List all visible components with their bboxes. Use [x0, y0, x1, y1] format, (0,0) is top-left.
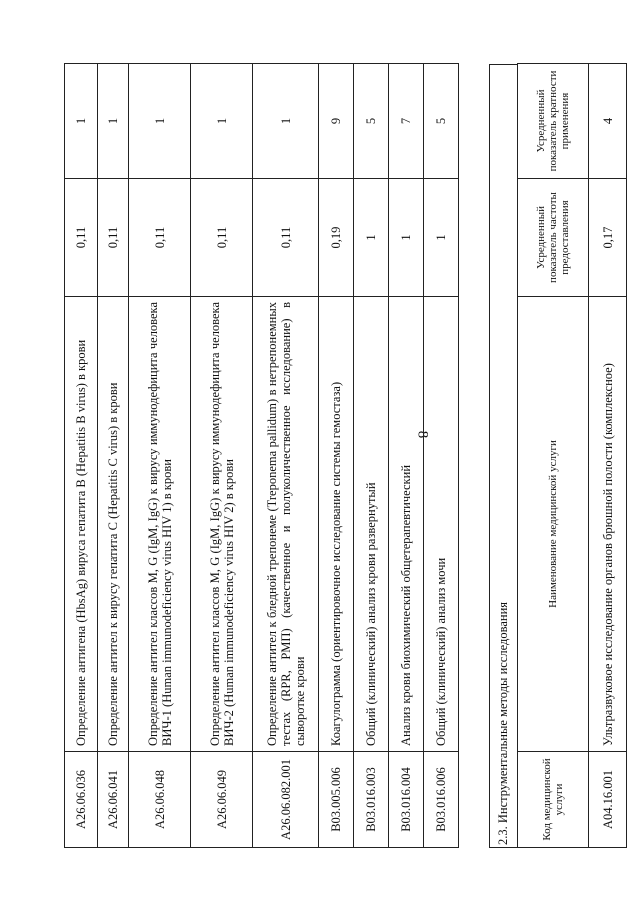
service-code: B03.016.004: [389, 752, 424, 848]
services-table: [64, 63, 459, 848]
frequency-value: 0,11: [129, 179, 191, 297]
multiplicity-value: 5: [424, 64, 459, 179]
header-code: Код медицинской услуги: [518, 752, 589, 848]
section-title: 2.3. Инструментальные методы исследования: [489, 64, 517, 848]
service-name: Коагулограмма (ориентировочное исследование системы гемостаза): [319, 297, 354, 752]
service-code: A26.06.048: [129, 752, 191, 848]
frequency-value: 0,17: [589, 179, 627, 297]
table-row: [319, 64, 354, 848]
multiplicity-value: 1: [129, 64, 191, 179]
multiplicity-value: 9: [319, 64, 354, 179]
table-row: [354, 64, 389, 848]
service-name: Определение антител к бледной трепонеме (Treponema pallidum) в нетрепонемных тестах (RPR, PMП) (качественное и полуколичественное исследование) в сыворотке крови: [253, 297, 319, 752]
table-row: [389, 64, 424, 848]
frequency-value: 0,11: [98, 179, 129, 297]
service-code: A26.06.036: [65, 752, 98, 848]
frequency-value: 0,11: [253, 179, 319, 297]
header-name: Наименование медицинской услуги: [518, 297, 589, 752]
service-code: A04.16.001: [589, 752, 627, 848]
table-row: [424, 64, 459, 848]
service-name: Общий (клинический) анализ мочи: [424, 297, 459, 752]
services-table-body: [65, 64, 459, 848]
header-frequency: Усредненный показатель частоты предоставления: [518, 179, 589, 297]
service-code: B03.005.006: [319, 752, 354, 848]
header-multiplicity: Усредненный показатель кратности применения: [518, 64, 589, 179]
multiplicity-value: 1: [98, 64, 129, 179]
rotated-document: [64, 64, 627, 848]
instrumental-table-body: [589, 64, 627, 848]
multiplicity-value: 1: [65, 64, 98, 179]
service-name: Общий (клинический) анализ крови развернутый: [354, 297, 389, 752]
multiplicity-value: 4: [589, 64, 627, 179]
section-gap: [459, 64, 489, 848]
table-row: [129, 64, 191, 848]
frequency-value: 1: [354, 179, 389, 297]
instrumental-methods-table: [517, 63, 627, 848]
frequency-value: 0,11: [65, 179, 98, 297]
table-row: [253, 64, 319, 848]
service-name: Определение антител классов M, G (IgM, IgG) к вирусу иммунодефицита человека ВИЧ-2 (Human immunodeficiency virus HIV 2) в крови: [191, 297, 253, 752]
table-row: [191, 64, 253, 848]
multiplicity-value: 1: [191, 64, 253, 179]
service-name: Ультразвуковое исследование органов брюшной полости (комплексное): [589, 297, 627, 752]
service-name: Определение антител к вирусу гепатита C (Hepatitis C virus) в крови: [98, 297, 129, 752]
page-number: 8: [414, 430, 431, 439]
table-row: [65, 64, 98, 848]
frequency-value: 0,11: [191, 179, 253, 297]
multiplicity-value: 1: [253, 64, 319, 179]
service-name: Определение антител классов M, G (IgM, IgG) к вирусу иммунодефицита человека ВИЧ-1 (Human immunodeficiency virus HIV 1) в крови: [129, 297, 191, 752]
service-code: A26.06.049: [191, 752, 253, 848]
frequency-value: 0,19: [319, 179, 354, 297]
service-code: A26.06.082.001: [253, 752, 319, 848]
table-row: [98, 64, 129, 848]
table-header-row: [518, 64, 589, 848]
service-code: B03.016.003: [354, 752, 389, 848]
table-row: [589, 64, 627, 848]
service-code: A26.06.041: [98, 752, 129, 848]
service-name: Анализ крови биохимический общетерапевтический: [389, 297, 424, 752]
service-name: Определение антигена (HbsAg) вируса гепатита B (Hepatitis B virus) в крови: [65, 297, 98, 752]
multiplicity-value: 7: [389, 64, 424, 179]
frequency-value: 1: [424, 179, 459, 297]
frequency-value: 1: [389, 179, 424, 297]
multiplicity-value: 5: [354, 64, 389, 179]
service-code: B03.016.006: [424, 752, 459, 848]
